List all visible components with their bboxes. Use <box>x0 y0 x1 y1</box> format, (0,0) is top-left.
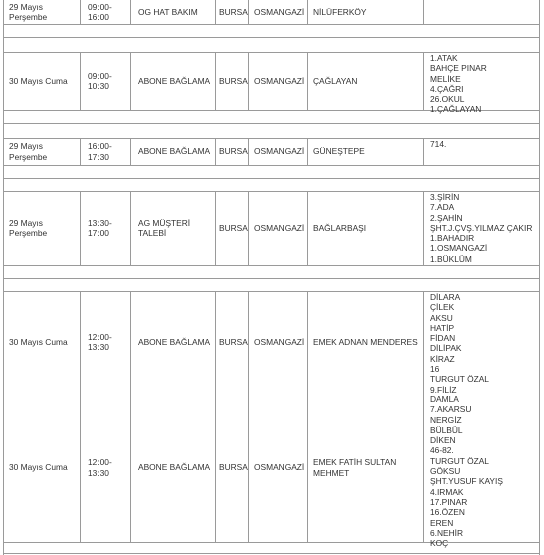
column-border <box>248 0 249 24</box>
row-border <box>3 178 539 179</box>
streets-line: 16.ÖZEN <box>430 507 465 518</box>
date-line: 30 Mayıs Cuma <box>9 75 68 86</box>
time-line: 09:00- <box>88 1 112 12</box>
type-line: ABONE BAĞLAMA <box>138 462 211 473</box>
time-line: 13:30- <box>88 217 112 228</box>
neighborhood-cell <box>313 138 422 165</box>
column-border <box>80 191 81 265</box>
time-line: 12:00- <box>88 331 112 342</box>
type-line: TALEBİ <box>138 228 167 238</box>
column-border <box>130 393 131 542</box>
date-line: Perşembe <box>9 228 48 238</box>
streets-line: DİLİPAK <box>430 343 462 354</box>
time-line: 16:00- <box>88 141 112 152</box>
type-line: ABONE BAĞLAMA <box>138 146 211 157</box>
city-line: BURSA <box>219 146 248 157</box>
streets-line: 7.AKARSU <box>430 404 472 415</box>
type-cell <box>138 291 214 393</box>
city-line: BURSA <box>219 336 248 347</box>
column-border <box>80 291 81 393</box>
date-line: 29 Mayıs <box>9 1 43 12</box>
column-border <box>423 291 424 393</box>
streets-line: KOÇ <box>430 538 449 549</box>
streets-line: BAHÇE PINAR <box>430 63 487 74</box>
streets-line: BÜLBÜL <box>430 424 463 435</box>
column-border <box>130 52 131 110</box>
date-cell <box>9 138 79 165</box>
streets-line: DAMLA <box>430 394 459 404</box>
neighborhood-cell <box>313 52 422 110</box>
neighborhood-cell <box>313 0 422 24</box>
streets-line: DİLARA <box>430 292 461 302</box>
time-cell <box>88 191 129 265</box>
district-line: OSMANGAZİ <box>254 462 305 473</box>
column-border <box>130 191 131 265</box>
column-border <box>248 393 249 542</box>
column-border <box>423 191 424 265</box>
district-cell <box>254 393 306 542</box>
type-cell <box>138 191 214 265</box>
column-border <box>130 138 131 165</box>
column-border <box>130 0 131 24</box>
streets-line: 1.ATAK <box>430 53 458 63</box>
time-line: 16:00 <box>88 12 109 22</box>
neighborhood-line: BAĞLARBAŞI <box>313 222 367 233</box>
city-cell <box>219 138 247 165</box>
streets-line: 17.PINAR <box>430 496 468 507</box>
time-line: 13:30 <box>88 342 109 352</box>
row-border <box>3 165 539 166</box>
streets-line: TURGUT ÖZAL <box>430 455 489 466</box>
streets-line: 1.ÇAĞLAYAN <box>430 104 482 115</box>
city-cell <box>219 0 247 24</box>
streets-line: 4.IRMAK <box>430 486 464 497</box>
streets-line: 1.BAHADIR <box>430 233 475 244</box>
district-line: OSMANGAZİ <box>254 6 305 17</box>
column-border <box>307 191 308 265</box>
column-border <box>248 52 249 110</box>
streets-line: 26.OKUL <box>430 94 465 105</box>
streets-line: MELİKE <box>430 73 461 84</box>
neighborhood-cell <box>313 291 422 393</box>
row-border <box>3 24 539 25</box>
neighborhood-line: EMEK FATİH SULTAN <box>313 457 397 468</box>
streets-line: 9.FİLİZ <box>430 384 457 395</box>
column-border <box>307 138 308 165</box>
date-line: Perşembe <box>9 12 48 22</box>
streets-cell <box>430 394 538 549</box>
column-border <box>80 0 81 24</box>
time-cell <box>88 393 129 542</box>
column-border <box>423 393 424 542</box>
column-border <box>307 52 308 110</box>
streets-line: 3.ŞİRİN <box>430 192 460 202</box>
streets-line: GÖKSU <box>430 466 461 477</box>
column-border <box>423 0 424 24</box>
row-border <box>3 265 539 266</box>
column-border <box>80 138 81 165</box>
city-cell <box>219 191 247 265</box>
streets-line: ÇİLEK <box>430 302 455 313</box>
streets-line: 714. <box>430 139 447 149</box>
city-line: BURSA <box>219 75 248 86</box>
streets-line: ŞHT.YUSUF KAYIŞ <box>430 476 503 487</box>
city-line: BURSA <box>219 222 248 233</box>
type-line: ABONE BAĞLAMA <box>138 336 211 347</box>
neighborhood-line: GÜNEŞTEPE <box>313 146 365 157</box>
streets-line: TURGUT ÖZAL <box>430 374 489 385</box>
neighborhood-line: MEHMET <box>313 467 350 478</box>
streets-line: 6.NEHİR <box>430 527 464 538</box>
row-border <box>3 278 539 279</box>
date-cell <box>9 393 79 542</box>
time-line: 17:30 <box>88 151 109 162</box>
date-line: 29 Mayıs <box>9 217 43 228</box>
column-border <box>215 138 216 165</box>
time-line: 13:30 <box>88 467 109 478</box>
row-border <box>3 553 539 554</box>
date-cell <box>9 0 79 24</box>
streets-line: 2.ŞAHİN <box>430 212 463 223</box>
type-cell <box>138 52 214 110</box>
streets-line: EREN <box>430 517 454 528</box>
streets-line: 1.OSMANGAZİ <box>430 243 488 254</box>
time-line: 17:00 <box>88 228 109 238</box>
time-line: 12:00- <box>88 457 112 468</box>
neighborhood-cell <box>313 191 422 265</box>
streets-cell <box>430 53 538 115</box>
city-cell <box>219 393 247 542</box>
streets-line: 16 <box>430 364 440 375</box>
date-cell <box>9 291 79 393</box>
column-border <box>215 0 216 24</box>
time-line: 10:30 <box>88 81 109 91</box>
streets-cell <box>430 1 538 24</box>
streets-line: 7.ADA <box>430 202 455 213</box>
column-border <box>423 52 424 110</box>
time-cell <box>88 138 129 165</box>
district-cell <box>254 138 306 165</box>
neighborhood-line: EMEK ADNAN MENDERES <box>313 336 418 347</box>
column-border <box>80 393 81 542</box>
city-cell <box>219 52 247 110</box>
district-line: OSMANGAZİ <box>254 146 305 157</box>
type-cell <box>138 393 214 542</box>
city-line: BURSA <box>219 6 248 17</box>
streets-line: KİRAZ <box>430 353 455 364</box>
row-border <box>3 123 539 124</box>
streets-line: 46-82. <box>430 445 454 456</box>
column-border <box>215 393 216 542</box>
column-border <box>130 291 131 393</box>
district-line: OSMANGAZİ <box>254 222 305 233</box>
date-line: 30 Mayıs Cuma <box>9 336 68 347</box>
time-line: 09:00- <box>88 70 112 81</box>
district-line: OSMANGAZİ <box>254 336 305 347</box>
column-border <box>307 393 308 542</box>
date-cell <box>9 191 79 265</box>
district-cell <box>254 52 306 110</box>
neighborhood-cell <box>313 393 422 542</box>
streets-line: 1.BÜKLÜM <box>430 253 472 264</box>
column-border <box>307 0 308 24</box>
date-line: 30 Mayıs Cuma <box>9 462 68 473</box>
streets-line: FİDAN <box>430 333 456 344</box>
column-border <box>248 138 249 165</box>
type-cell <box>138 0 214 24</box>
date-line: Perşembe <box>9 151 48 162</box>
column-border <box>248 191 249 265</box>
time-cell <box>88 0 129 24</box>
streets-line: 4.ÇAĞRI <box>430 83 464 94</box>
streets-line: ŞHT.J.ÇVŞ.YILMAZ ÇAKIR <box>430 222 533 233</box>
time-cell <box>88 52 129 110</box>
streets-cell <box>430 192 538 265</box>
column-border <box>215 291 216 393</box>
streets-line: AKSU <box>430 312 453 323</box>
district-line: OSMANGAZİ <box>254 75 305 86</box>
streets-line: HATİP <box>430 322 455 333</box>
column-border <box>248 291 249 393</box>
column-border <box>307 291 308 393</box>
type-cell <box>138 138 214 165</box>
type-line: OG HAT BAKIM <box>138 6 198 17</box>
column-border <box>539 0 540 555</box>
type-line: AG MÜŞTERİ <box>138 217 191 228</box>
column-border <box>215 191 216 265</box>
district-cell <box>254 291 306 393</box>
date-cell <box>9 52 79 110</box>
streets-cell <box>430 292 538 393</box>
column-border <box>423 138 424 165</box>
streets-line: DİKEN <box>430 435 456 446</box>
district-cell <box>254 0 306 24</box>
city-cell <box>219 291 247 393</box>
column-border <box>215 52 216 110</box>
neighborhood-line: ÇAĞLAYAN <box>313 75 358 86</box>
type-line: ABONE BAĞLAMA <box>138 75 211 86</box>
streets-cell <box>430 139 538 165</box>
date-line: 29 Mayıs <box>9 141 43 152</box>
district-cell <box>254 191 306 265</box>
row-border <box>3 37 539 38</box>
city-line: BURSA <box>219 462 248 473</box>
column-border <box>80 52 81 110</box>
streets-line: NERGİZ <box>430 414 462 425</box>
time-cell <box>88 291 129 393</box>
neighborhood-line: NİLÜFERKÖY <box>313 6 367 17</box>
